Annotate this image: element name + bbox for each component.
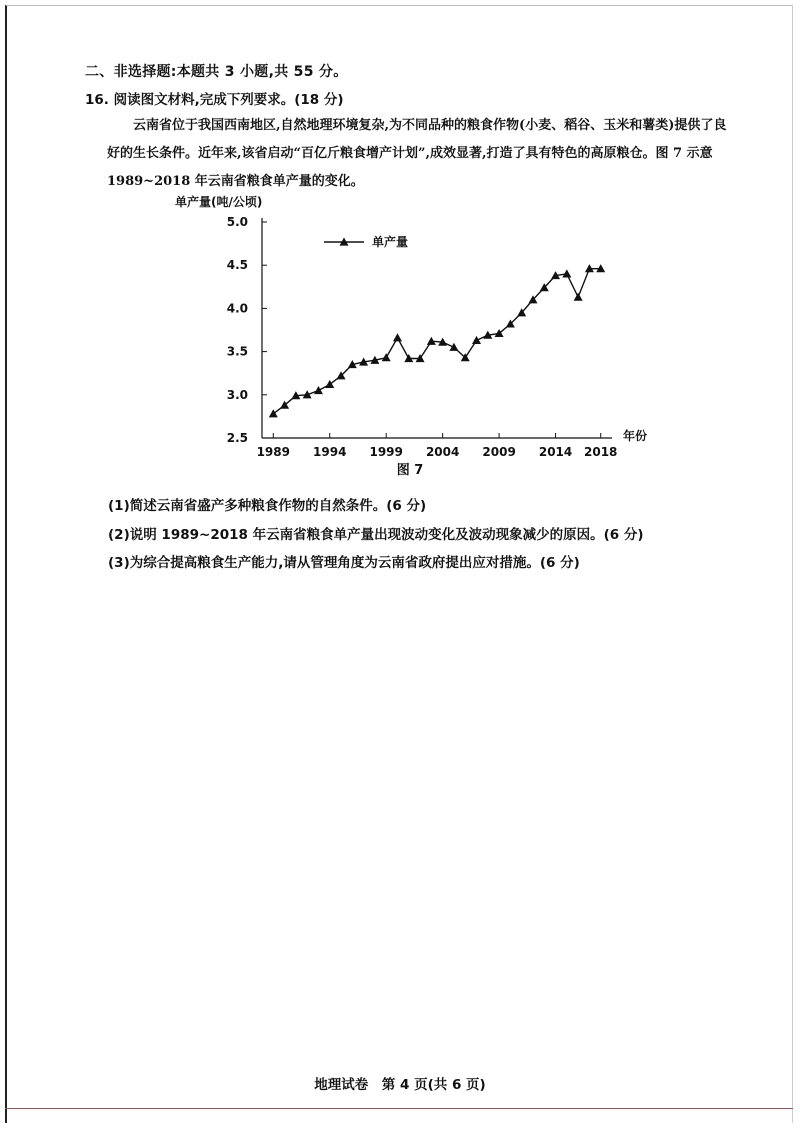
legend-label: 单产量 [372,235,409,249]
series-line [273,269,600,414]
data-point-marker [472,336,481,344]
figure-caption: 图 7 [396,463,424,478]
question-passage: 云南省位于我国西南地区,自然地理环境复杂,为不同品种的粮食作物(小麦、稻谷、玉米和薯类)提供了良好的生长条件。近年来,该省启动“百亿斤粮食增产计划”,成效显著,打造了具有特色的高原粮仓。图 7 示意 1989~2018 年云南省粮食单产量的变化。 [107,118,727,189]
y-tick-label: 4.5 [226,258,248,273]
y-tick-label: 3.0 [226,387,248,402]
data-point-marker [393,333,402,341]
page-footer: 地理试卷 第 4 页(共 6 页) [314,1077,486,1093]
x-tick-label: 1999 [369,445,403,459]
y-axis-label: 单产量(吨/公顷) [175,195,263,209]
data-point-marker [574,293,583,301]
data-point-marker [314,386,323,394]
x-tick-label: 2018 [584,445,618,459]
x-axis-label: 年份 [623,429,648,443]
x-tick-label: 2009 [482,445,516,459]
chart-series [269,264,605,417]
chart-ticks [227,215,618,459]
chart-legend [324,234,408,249]
data-point-marker [449,343,458,351]
yield-line-chart [0,190,800,480]
y-tick-label: 4.0 [226,301,248,316]
sub-question-1: (1)简述云南省盛产多种粮食作物的自然条件。(6 分) [108,498,427,514]
data-point-marker [382,353,391,361]
x-tick-label: 1989 [256,445,290,459]
question-title: 16. 阅读图文材料,完成下列要求。(18 分) [85,92,344,108]
bottom-rule [5,1108,793,1109]
chart-axes [262,218,612,438]
x-tick-label: 2014 [538,445,573,459]
y-tick-label: 3.5 [226,344,248,359]
section-title: 二、非选择题:本题共 3 小题,共 55 分。 [85,64,348,80]
sub-question-2: (2)说明 1989~2018 年云南省粮食单产量出现波动变化及波动现象减少的原因。(6 分) [108,527,644,543]
y-tick-label: 2.5 [226,431,248,445]
x-tick-label: 1994 [313,445,347,459]
y-tick-label: 5.0 [226,215,248,229]
x-tick-label: 2004 [425,445,460,459]
sub-question-3: (3)为综合提高粮食生产能力,请从管理角度为云南省政府提出应对措施。(6 分) [108,555,580,571]
chart-figure [0,190,800,480]
data-point-marker [562,269,571,277]
